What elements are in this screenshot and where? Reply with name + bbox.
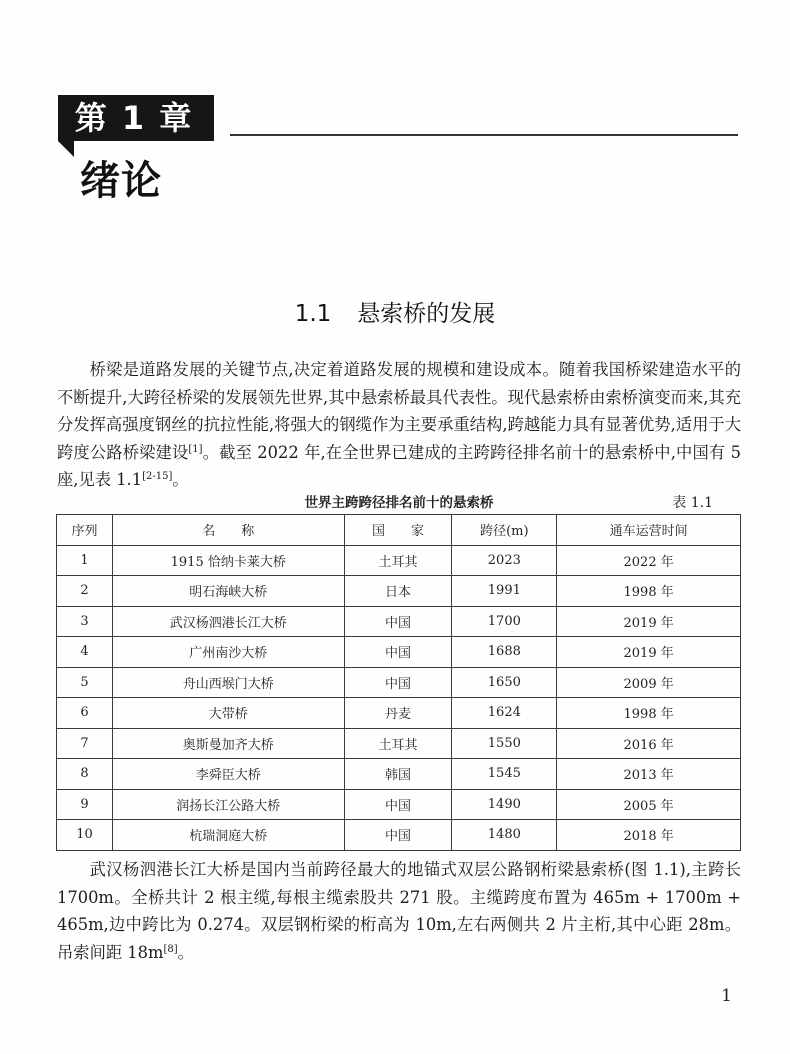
citation: [2-15]: [142, 471, 173, 482]
citation: [1]: [188, 443, 203, 455]
table-cell-span: 1991: [452, 576, 557, 607]
table-cell-index: 3: [57, 606, 113, 637]
chapter-title: 绪论: [80, 158, 162, 204]
table-cell-opening-year: 2009 年: [557, 667, 741, 698]
table-cell-index: 6: [57, 698, 113, 729]
table-title: 世界主跨跨径排名前十的悬索桥: [304, 495, 494, 511]
table-cell-index: 2: [57, 576, 113, 607]
column-header-country: 国 家: [344, 515, 452, 546]
section-number: 1.1: [294, 301, 332, 327]
table-row: [57, 667, 741, 698]
table-cell-country: 丹麦: [344, 698, 452, 729]
body-paragraph: [57, 856, 741, 966]
table-cell-span: 1650: [452, 667, 557, 698]
table-row: [57, 789, 741, 820]
table-row: [57, 698, 741, 729]
table-cell-name: 明石海峡大桥: [112, 576, 344, 607]
table-cell-span: 1545: [452, 759, 557, 790]
table-cell-country: 中国: [344, 820, 452, 851]
table-row: [57, 606, 741, 637]
table-cell-country: 土耳其: [344, 728, 452, 759]
column-header-name: 名 称: [112, 515, 344, 546]
table-cell-opening-year: 2005 年: [557, 789, 741, 820]
table-row: [57, 820, 741, 851]
table-cell-span: 1688: [452, 637, 557, 668]
table-cell-name: 武汉杨泗港长江大桥: [112, 606, 344, 637]
table-row: [57, 576, 741, 607]
table-cell-name: 李舜臣大桥: [112, 759, 344, 790]
table-cell-country: 中国: [344, 637, 452, 668]
table-cell-name: 大带桥: [112, 698, 344, 729]
table-cell-opening-year: 2022 年: [557, 545, 741, 576]
chapter-label: 第 1 章: [58, 95, 214, 141]
table-cell-name: 广州南沙大桥: [112, 637, 344, 668]
table-row: [57, 545, 741, 576]
table-cell-country: 中国: [344, 667, 452, 698]
table-cell-opening-year: 2018 年: [557, 820, 741, 851]
table-cell-country: 中国: [344, 606, 452, 637]
chapter-tab-fold: [58, 141, 74, 157]
table-cell-opening-year: 2013 年: [557, 759, 741, 790]
table-cell-name: 舟山西堠门大桥: [112, 667, 344, 698]
column-header-opening-year: 通车运营时间: [557, 515, 741, 546]
table-cell-span: 1700: [452, 606, 557, 637]
table-cell-opening-year: 2019 年: [557, 637, 741, 668]
paragraph-text: 。截至 2022 年,在全世界已建成的主跨跨径排名前十的悬索桥中,中国有 5 座,见表 1.1: [57, 442, 741, 489]
section-heading: [0, 298, 790, 330]
section-title: 悬索桥的发展: [357, 301, 496, 327]
table-cell-index: 7: [57, 728, 113, 759]
intro-paragraph: [57, 356, 741, 494]
table-cell-country: 土耳其: [344, 545, 452, 576]
table-cell-index: 10: [57, 820, 113, 851]
citation: [8]: [163, 943, 178, 955]
paragraph-text: 。: [172, 470, 189, 489]
table-caption: [57, 492, 741, 514]
table-cell-opening-year: 1998 年: [557, 576, 741, 607]
paragraph-text: 武汉杨泗港长江大桥是国内当前跨径最大的地锚式双层公路钢桁梁悬索桥(图 1.1),主跨长 1700m。全桥共计 2 根主缆,每根主缆索股共 271 股。主缆跨度布置为 465m + 1700m + 465m,边中跨比为 0.274。双层钢桁梁的桁高为 10m,左右两侧共 2 片主桁,其中心距 28m。吊索间距 18m: [57, 860, 741, 962]
table-cell-index: 4: [57, 637, 113, 668]
table-cell-country: 日本: [344, 576, 452, 607]
table-body: [57, 545, 741, 850]
bridge-ranking-table: [56, 514, 741, 851]
table-cell-opening-year: 2016 年: [557, 728, 741, 759]
table-cell-index: 5: [57, 667, 113, 698]
table-cell-span: 1490: [452, 789, 557, 820]
table-cell-name: 杭瑞洞庭大桥: [112, 820, 344, 851]
table-cell-index: 9: [57, 789, 113, 820]
table-cell-index: 1: [57, 545, 113, 576]
page-number: 1: [721, 986, 732, 1006]
table-cell-span: 1624: [452, 698, 557, 729]
table-header-row: [57, 515, 741, 546]
table-cell-country: 韩国: [344, 759, 452, 790]
paragraph-text: 。: [177, 942, 194, 962]
table-cell-span: 1550: [452, 728, 557, 759]
table-cell-index: 8: [57, 759, 113, 790]
table-row: [57, 637, 741, 668]
column-header-index: 序列: [57, 515, 113, 546]
chapter-divider: [230, 134, 738, 136]
table-cell-span: 1480: [452, 820, 557, 851]
table-cell-opening-year: 2019 年: [557, 606, 741, 637]
paragraph-text: 桥梁是道路发展的关键节点,决定着道路发展的规模和建设成本。随着我国桥梁建造水平的不断提升,大跨径桥梁的发展领先世界,其中悬索桥最具代表性。现代悬索桥由索桥演变而来,其充分发挥高强度钢丝的抗拉性能,将强大的钢缆作为主要承重结构,跨越能力具有显著优势,适用于大跨度公路桥梁建设: [57, 360, 741, 462]
column-header-span: 跨径(m): [452, 515, 557, 546]
table-cell-opening-year: 1998 年: [557, 698, 741, 729]
table-cell-name: 润扬长江公路大桥: [112, 789, 344, 820]
table-cell-name: 1915 恰纳卡莱大桥: [112, 545, 344, 576]
table-row: [57, 759, 741, 790]
table-cell-country: 中国: [344, 789, 452, 820]
table-cell-name: 奥斯曼加齐大桥: [112, 728, 344, 759]
table-cell-span: 2023: [452, 545, 557, 576]
table-number: 表 1.1: [672, 495, 713, 511]
table-row: [57, 728, 741, 759]
